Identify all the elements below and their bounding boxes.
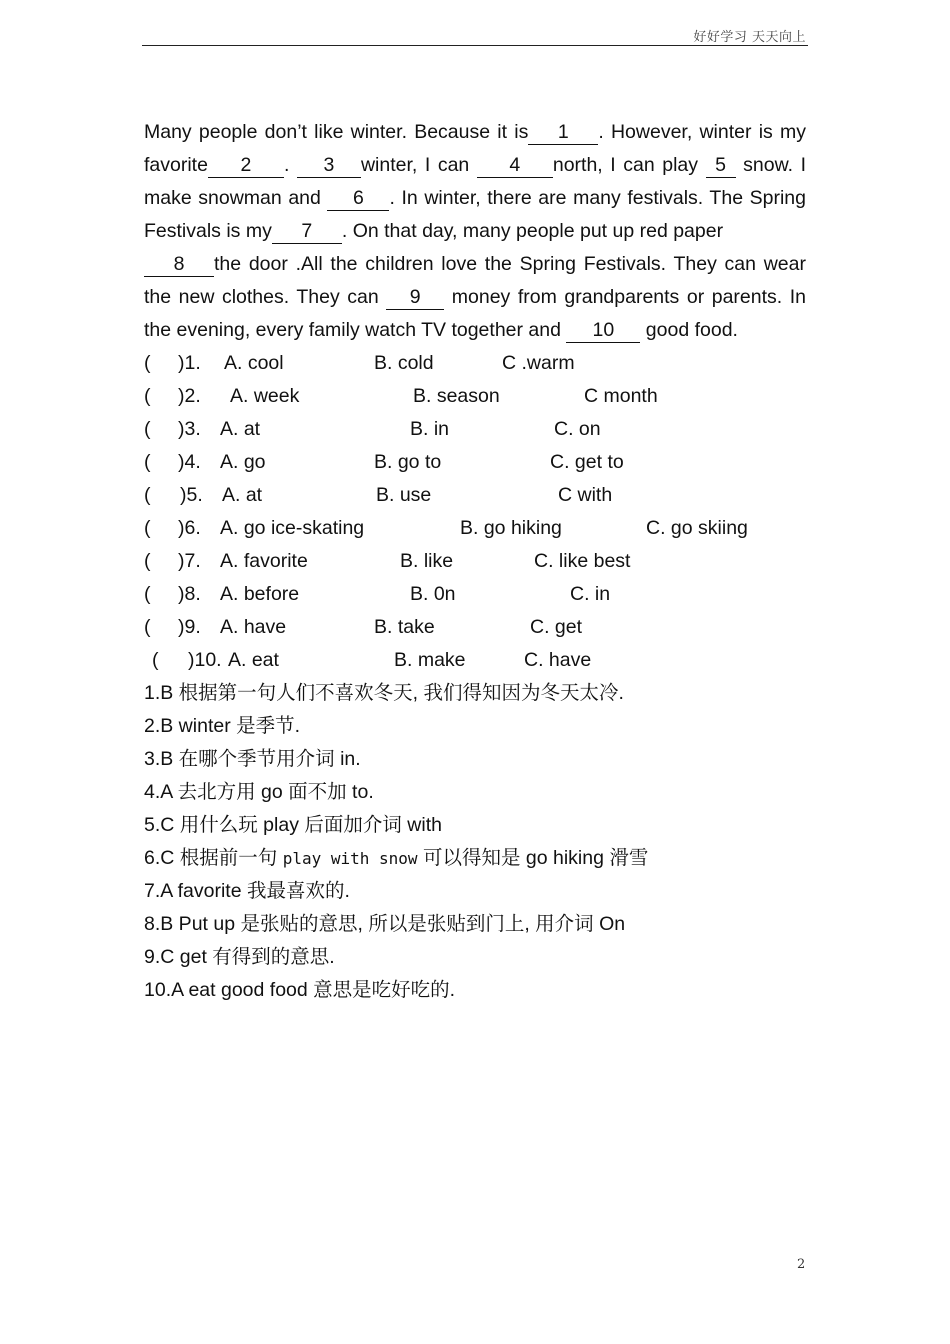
answer-line: 4.A 去北方用 go 面不加 to. (144, 781, 374, 803)
passage-text: money from grandparents or parents. In the evening, every family watch TV together and (144, 286, 806, 341)
question-row (144, 578, 806, 611)
option-b: B. in (410, 418, 450, 440)
option-c: C. in (570, 583, 611, 605)
answer-paren[interactable]: ( (144, 451, 151, 473)
passage-text: good food. (645, 319, 738, 341)
answer-code-text: play with snow (282, 849, 418, 868)
option-b: B. go hiking (460, 517, 562, 539)
answer-paren[interactable]: ( (144, 616, 151, 638)
answer-line: 10.A eat good food 意思是吃好吃的. (144, 979, 456, 1001)
answer-text: 6.C 根据前一句 (144, 847, 283, 869)
answer-text: 可以得知是 go hiking 滑雪 (417, 847, 649, 869)
question-row (144, 479, 806, 512)
passage-text: . However, winter is my favorite (144, 121, 806, 176)
option-c: C month (584, 385, 658, 407)
option-b: B. go to (374, 451, 442, 473)
question-row (144, 413, 806, 446)
question-number: )3. (178, 418, 201, 440)
answer-paren[interactable]: ( (144, 583, 151, 605)
blank-9: 9 (386, 285, 444, 310)
option-c: C. have (524, 649, 592, 671)
worksheet-content (144, 116, 806, 1007)
passage-text: . In winter, there are many festivals. The Spring Festivals is my (144, 187, 806, 242)
question-number: )6. (178, 517, 201, 539)
answer-paren[interactable]: ( (144, 517, 151, 539)
question-row (144, 512, 806, 545)
page-number: 2 (797, 1257, 806, 1272)
question-list (144, 347, 806, 677)
passage-text: . On that day, many people put up red paper (341, 220, 724, 242)
option-c: C. get (530, 616, 583, 638)
answer-paren[interactable]: ( (144, 385, 151, 407)
option-a: A. have (220, 616, 287, 638)
option-b: B. cold (374, 352, 434, 374)
answer-paren[interactable]: ( (152, 649, 159, 671)
option-a: A. cool (224, 352, 284, 374)
question-number: )4. (178, 451, 201, 473)
option-b: B. make (394, 649, 466, 671)
passage-text: snow. I make snowman and (144, 154, 806, 209)
passage-text: winter, I can (360, 154, 477, 176)
option-b: B. 0n (410, 583, 456, 605)
option-a: A. go (220, 451, 266, 473)
question-row (144, 347, 806, 380)
answer-line: 8.B Put up 是张贴的意思, 所以是张贴到门上, 用介词 On (144, 913, 626, 935)
cloze-passage (144, 116, 806, 347)
answer-key (144, 677, 806, 1007)
passage-text: Many people don’t like winter. Because it is (144, 121, 529, 143)
option-a: A. at (220, 418, 261, 440)
answer-paren[interactable]: ( (144, 418, 151, 440)
blank-6: 6 (327, 186, 389, 211)
option-a: A. before (220, 583, 300, 605)
answer-line: 2.B winter 是季节. (144, 715, 301, 737)
blank-3: 3 (297, 153, 361, 178)
option-b: B. use (376, 484, 432, 506)
option-a: A. favorite (220, 550, 308, 572)
answer-line: 5.C 用什么玩 play 后面加介词 with (144, 814, 442, 836)
blank-1: 1 (528, 120, 598, 145)
option-c: C. on (554, 418, 601, 440)
option-a: A. go ice-skating (220, 517, 365, 539)
question-row (144, 644, 806, 677)
blank-4: 4 (477, 153, 553, 178)
option-c: C .warm (502, 352, 575, 374)
option-a: A. at (222, 484, 263, 506)
option-a: A. week (230, 385, 300, 407)
answer-paren[interactable]: ( (144, 550, 151, 572)
passage-text: the door .All the children love the Spring Festivals. They can wear the new clothes. They can (144, 253, 806, 308)
question-row (144, 446, 806, 479)
option-c: C. get to (550, 451, 624, 473)
option-b: B. take (374, 616, 435, 638)
option-b: B. season (413, 385, 500, 407)
question-number: )2. (178, 385, 201, 407)
question-number: )7. (178, 550, 201, 572)
header-motto: 好好学习 天天向上 (693, 30, 806, 45)
question-number: )9. (178, 616, 201, 638)
blank-7: 7 (272, 219, 342, 244)
passage-text: . (283, 154, 297, 176)
page-header (142, 24, 808, 46)
answer-line: 9.C get 有得到的意思. (144, 946, 335, 968)
blank-10: 10 (566, 318, 640, 343)
blank-8: 8 (144, 252, 214, 277)
option-c: C with (558, 484, 613, 506)
blank-2: 2 (208, 153, 284, 178)
question-number: )8. (178, 583, 201, 605)
answer-line: 7.A favorite 我最喜欢的. (144, 880, 350, 902)
answer-line: 1.B 根据第一句人们不喜欢冬天, 我们得知因为冬天太冷. (144, 682, 624, 704)
question-row (144, 545, 806, 578)
question-number: )5. (180, 484, 203, 506)
question-row (144, 380, 806, 413)
option-a: A. eat (228, 649, 279, 671)
question-number: )10. (188, 649, 222, 671)
answer-line: 3.B 在哪个季节用介词 in. (144, 748, 361, 770)
question-number: )1. (178, 352, 201, 374)
option-b: B. like (400, 550, 454, 572)
option-c: C. go skiing (646, 517, 748, 539)
answer-paren[interactable]: ( (144, 352, 151, 374)
answer-paren[interactable]: ( (144, 484, 151, 506)
option-c: C. like best (534, 550, 631, 572)
question-row (144, 611, 806, 644)
passage-text: north, I can play (552, 154, 706, 176)
answer-line (144, 842, 806, 875)
blank-5: 5 (706, 153, 736, 178)
